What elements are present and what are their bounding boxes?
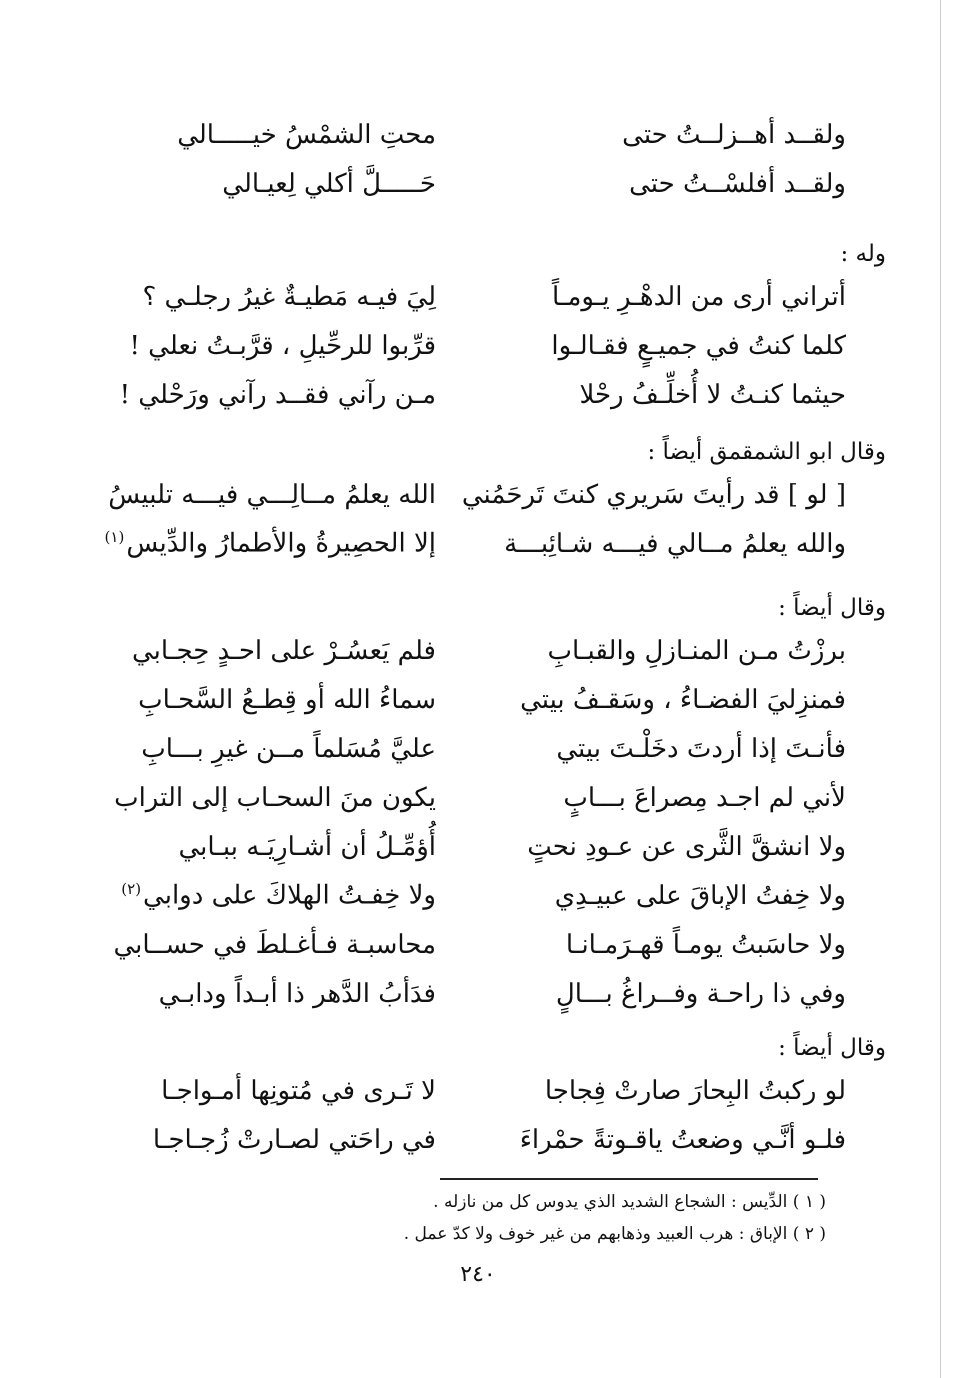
verse-second-hemistich: حَـــــلَّ أكلي لِعيـالي <box>222 168 436 199</box>
verse-line <box>86 370 846 419</box>
verse-second-hemistich: سماءُ الله أو قِطـعُ السَّحـابِ <box>138 684 436 715</box>
verse-first-hemistich: ولا حاسَبتُ يومـاً قهـرَمـانـا <box>565 929 846 960</box>
verse-second-hemistich: فلم يَعسُـرْ على احـدٍ حِجـابي <box>132 635 436 666</box>
section-heading: وقال أيضاً : <box>778 595 886 621</box>
poem-section-3 <box>86 436 886 568</box>
footnote-divider <box>440 1178 818 1180</box>
verse-line <box>86 110 846 159</box>
footnote-marker-2: (٢) <box>121 880 142 899</box>
verse-second-hemistich: قرِّبوا للرحِّيلِ ، قرَّبـتُ نعلي ! <box>129 330 436 361</box>
verse-line <box>86 822 846 871</box>
verse-line <box>86 272 846 321</box>
verse-first-hemistich: لو ركبتُ البِحارَ صارتْ فِجاجا <box>544 1075 846 1106</box>
verse-first-hemistich: ولقــد أفلسْــتُ حتى <box>629 168 846 199</box>
poem-section-2 <box>86 238 886 419</box>
section-heading: وقال ابو الشمقمق أيضاً : <box>647 439 886 465</box>
verse-second-hemistich: محاسبـة فـأغـلطَ في حســابي <box>113 929 436 960</box>
verse-first-hemistich: حيثما كنـتُ لا أُخلِّـفُ رحْلا <box>579 379 846 410</box>
verse-line <box>86 321 846 370</box>
verse-line <box>86 871 846 920</box>
verse-second-hemistich: لِيَ فيـه مَطيـةٌ غيرُ رجلـي ؟ <box>142 281 436 312</box>
verse-line <box>86 470 846 519</box>
verse-first-hemistich: كلما كنتُ في جميـعٍ فقـالـوا <box>551 330 846 361</box>
verse-first-hemistich: لأني لم اجـد مِصراعَ بـــابٍ <box>563 782 846 813</box>
poem-section-1 <box>86 110 846 208</box>
verse-line <box>86 969 846 1018</box>
verse-first-hemistich: ولا انشقَّ الثَّرى عن عـودِ نحتٍ <box>527 831 846 862</box>
page-number: ٢٤٠ <box>460 1262 496 1287</box>
footnote-marker-1: (١) <box>104 528 125 547</box>
section-heading: وله : <box>840 241 886 267</box>
verse-second-hemistich: فدَأبُ الدَّهر ذا أبـداً ودابـي <box>158 978 436 1009</box>
verse-first-hemistich: وفي ذا راحـة وفــراغُ بـــالٍ <box>555 978 846 1009</box>
verse-first-hemistich: [ لو ] قد رأيتَ سَريري كنتَ تَرحَمُني <box>461 479 846 510</box>
poem-section-5 <box>86 1032 886 1164</box>
verse-first-hemistich: فمنزِليَ الفضـاءُ ، وسَقـفُ بيتي <box>520 684 846 715</box>
verse-first-hemistich: والله يعلمُ مــالي فيـــه شـائِبـــة <box>504 528 846 559</box>
verse-first-hemistich: ولقــد أهــزلــتُ حتى <box>622 119 846 150</box>
verse-second-hemistich <box>106 880 436 911</box>
verse-second-hemistich: مـن رآني فقــد رآني ورَحْلي ! <box>119 379 436 410</box>
verse-second-hemistich: لا تَـرى في مُتونِها أمـواجـا <box>161 1075 436 1106</box>
verse-first-hemistich: فأنـتَ إذا أردتَ دخَلْـتَ بيتي <box>556 733 846 764</box>
verse-second-hemistich: الله يعلمُ مــالِـــي فيـــه تلبيسُ <box>108 479 436 510</box>
verse-first-hemistich: ولا خِفتُ الإباقَ على عبيـدِي <box>554 880 846 911</box>
verse-line <box>86 519 846 568</box>
verse-second-hemistich: يكون منَ السحـاب إلى التراب <box>114 782 436 813</box>
scan-edge-line <box>940 0 941 1378</box>
verse-second-hemistich: أُؤمِّـلُ أن أشـارِيَـه ببـابي <box>178 831 436 862</box>
hemistich-text: إلا الحصِيرةُ والأطمارُ والدِّيس <box>126 528 436 559</box>
hemistich-text: ولا خِفـتُ الهلاكَ على دوابي <box>143 880 436 911</box>
verse-line <box>86 724 846 773</box>
verse-line <box>86 675 846 724</box>
verse-line <box>86 773 846 822</box>
verse-second-hemistich <box>106 528 436 559</box>
verse-line <box>86 1066 846 1115</box>
poem-section-4 <box>86 592 886 1018</box>
verse-second-hemistich: في راحَتي لصـارتْ زُجـاجـا <box>152 1124 436 1155</box>
verse-second-hemistich: عليَّ مُسَلماً مــن غيرِ بـــابِ <box>141 733 436 764</box>
verse-first-hemistich: فلـو أنَّـي وضعتُ ياقـوتةً حمْراءَ <box>519 1124 846 1155</box>
verse-second-hemistich: محتِ الشمْسُ خيـــــالي <box>177 119 436 150</box>
verse-line <box>86 626 846 675</box>
footnote-1: ( ١ ) الدِّيس : الشجاع الشديد الذي يدوس كل من نازله . <box>433 1192 826 1212</box>
footnotes <box>126 1186 826 1250</box>
verse-first-hemistich: أتراني أرى من الدهْـرِ يـومـاً <box>551 281 846 312</box>
verse-line <box>86 920 846 969</box>
verse-first-hemistich: برزْتُ مـن المنـازلِ والقبـابِ <box>547 635 846 666</box>
verse-line <box>86 159 846 208</box>
section-heading: وقال أيضاً : <box>778 1035 886 1061</box>
verse-line <box>86 1115 846 1164</box>
footnote-2: ( ٢ ) الإباق : هرب العبيد وذهابهم من غير خوف ولا كدّ عمل . <box>403 1224 826 1244</box>
